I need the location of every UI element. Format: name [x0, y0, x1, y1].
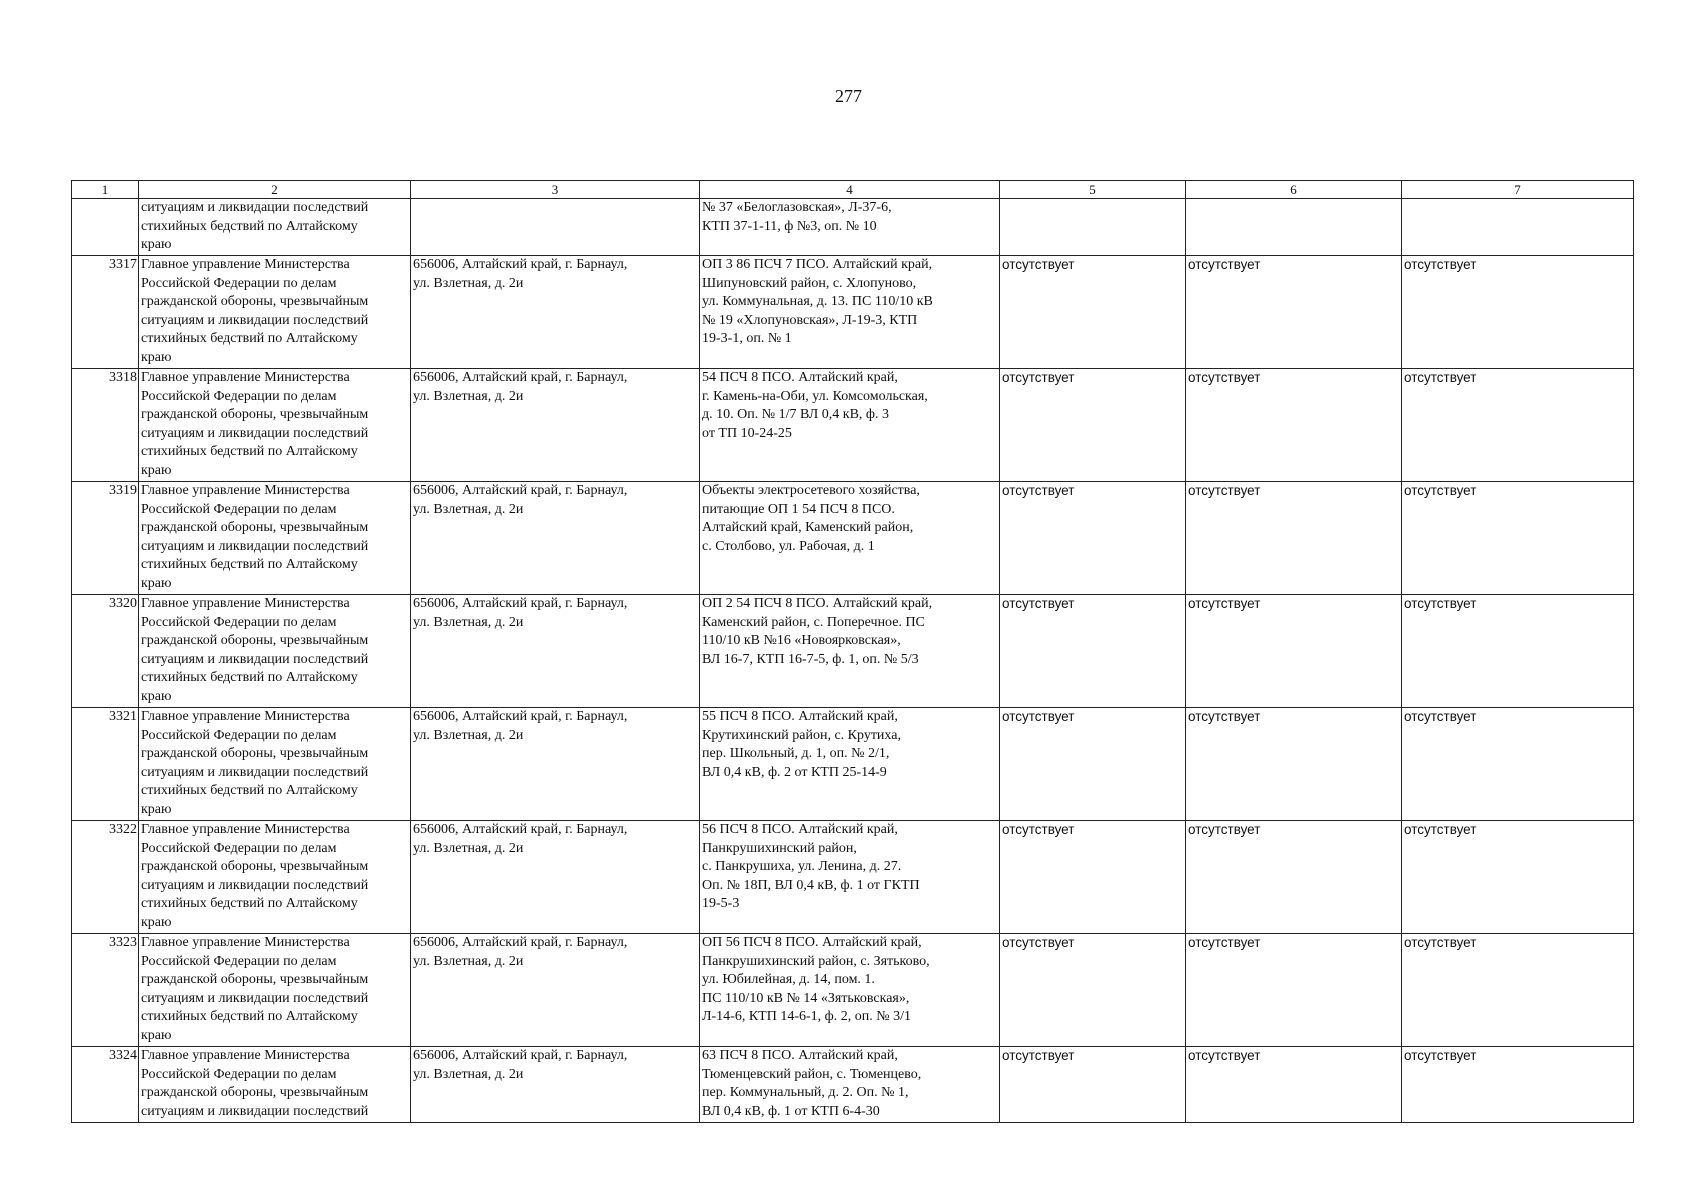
organization-line: краю: [141, 688, 172, 704]
organization-line: гражданской обороны, чрезвычайным: [141, 520, 369, 536]
row-number-cell: [72, 199, 139, 256]
object-line: КТП 37-1-11, ф №3, оп. № 10: [702, 218, 877, 234]
header-col-3: 3: [411, 181, 700, 199]
address-line: ул. Взлетная, д. 2и: [413, 275, 524, 291]
organization-line: Главное управление Министерства: [141, 709, 350, 724]
organization-line: краю: [141, 237, 172, 253]
address-cell: [411, 256, 700, 369]
organization-line: гражданской обороны, чрезвычайным: [141, 1085, 369, 1101]
object-line: Панкрушихинский район,: [702, 840, 857, 856]
table-row: [72, 199, 1634, 256]
address-cell: [411, 482, 700, 595]
object-line: с. Панкрушиха, ул. Ленина, д. 27.: [702, 859, 902, 875]
organization-line: Главное управление Министерства: [141, 1048, 350, 1063]
address-line: 656006, Алтайский край, г. Барнаул,: [413, 596, 628, 611]
object-line: ул. Юбилейная, д. 14, пом. 1.: [702, 972, 875, 988]
organization-line: Главное управление Министерства: [141, 822, 350, 837]
address-line: ул. Взлетная, д. 2и: [413, 388, 524, 404]
header-col-7: 7: [1402, 181, 1634, 199]
organization-cell: [139, 482, 411, 595]
address-line: ул. Взлетная, д. 2и: [413, 1066, 524, 1082]
organization-cell: [139, 708, 411, 821]
address-cell: [411, 821, 700, 934]
table-row: [72, 595, 1634, 708]
organization-line: гражданской обороны, чрезвычайным: [141, 633, 369, 649]
status-cell-col-6: [1186, 199, 1402, 256]
row-number-cell: 3322: [72, 821, 139, 934]
object-line: Л-14-6, КТП 14-6-1, ф. 2, оп. № 3/1: [702, 1009, 911, 1025]
header-col-4: 4: [700, 181, 1000, 199]
organization-line: Главное управление Министерства: [141, 483, 350, 498]
object-line: д. 10. Оп. № 1/7 ВЛ 0,4 кВ, ф. 3: [702, 407, 889, 423]
table-body: [72, 199, 1634, 1123]
status-cell-col-5: отсутствует: [1000, 256, 1186, 369]
status-cell-col-6: отсутствует: [1186, 1047, 1402, 1123]
organization-line: краю: [141, 462, 172, 478]
address-cell: [411, 199, 700, 256]
address-line: ул. Взлетная, д. 2и: [413, 501, 524, 517]
status-cell-col-7: отсутствует: [1402, 821, 1634, 934]
organization-line: ситуациям и ликвидации последствий: [141, 1103, 369, 1119]
organization-line: Российской Федерации по делам: [141, 840, 337, 856]
object-line: 54 ПСЧ 8 ПСО. Алтайский край,: [702, 370, 898, 385]
status-cell-col-5: отсутствует: [1000, 595, 1186, 708]
row-number-cell: 3323: [72, 934, 139, 1047]
object-line: ОП 2 54 ПСЧ 8 ПСО. Алтайский край,: [702, 596, 933, 611]
organization-line: Российской Федерации по делам: [141, 275, 337, 291]
address-line: 656006, Алтайский край, г. Барнаул,: [413, 822, 628, 837]
object-line: Оп. № 18П, ВЛ 0,4 кВ, ф. 1 от ГКТП: [702, 877, 920, 893]
organization-line: стихийных бедствий по Алтайскому: [141, 557, 358, 573]
status-cell-col-7: отсутствует: [1402, 256, 1634, 369]
status-cell-col-7: отсутствует: [1402, 934, 1634, 1047]
object-line: г. Камень-на-Оби, ул. Комсомольская,: [702, 388, 928, 404]
status-cell-col-5: [1000, 199, 1186, 256]
address-line: 656006, Алтайский край, г. Барнаул,: [413, 1048, 628, 1063]
address-cell: [411, 934, 700, 1047]
organization-line: краю: [141, 914, 172, 930]
object-line: от ТП 10-24-25: [702, 425, 792, 441]
status-cell-col-6: отсутствует: [1186, 595, 1402, 708]
object-line: питающие ОП 1 54 ПСЧ 8 ПСО.: [702, 501, 895, 517]
organization-cell: [139, 1047, 411, 1123]
row-number-cell: 3318: [72, 369, 139, 482]
organization-cell: [139, 595, 411, 708]
organization-line: Российской Федерации по делам: [141, 501, 337, 517]
object-line: ОП 3 86 ПСЧ 7 ПСО. Алтайский край,: [702, 257, 933, 272]
status-cell-col-5: отсутствует: [1000, 1047, 1186, 1123]
object-line: Крутихинский район, с. Крутиха,: [702, 727, 901, 743]
address-cell: [411, 595, 700, 708]
status-cell-col-6: отсутствует: [1186, 256, 1402, 369]
organization-cell: [139, 934, 411, 1047]
object-line: ВЛ 0,4 кВ, ф. 1 от КТП 6-4-30: [702, 1103, 880, 1119]
organization-line: Главное управление Министерства: [141, 257, 350, 272]
object-line: ВЛ 0,4 кВ, ф. 2 от КТП 25-14-9: [702, 764, 887, 780]
status-cell-col-6: отсутствует: [1186, 482, 1402, 595]
address-cell: [411, 708, 700, 821]
object-cell: [700, 1047, 1000, 1123]
address-line: 656006, Алтайский край, г. Барнаул,: [413, 935, 628, 950]
address-cell: [411, 1047, 700, 1123]
organization-line: краю: [141, 349, 172, 365]
status-cell-col-5: отсутствует: [1000, 369, 1186, 482]
organization-line: ситуациям и ликвидации последствий: [141, 651, 369, 667]
organization-line: Российской Федерации по делам: [141, 953, 337, 969]
organization-line: Главное управление Министерства: [141, 370, 350, 385]
header-col-6: 6: [1186, 181, 1402, 199]
organization-line: гражданской обороны, чрезвычайным: [141, 407, 369, 423]
status-cell-col-6: отсутствует: [1186, 934, 1402, 1047]
status-cell-col-5: отсутствует: [1000, 934, 1186, 1047]
organization-line: стихийных бедствий по Алтайскому: [141, 218, 358, 234]
address-line: 656006, Алтайский край, г. Барнаул,: [413, 709, 628, 724]
address-line: ул. Взлетная, д. 2и: [413, 614, 524, 630]
organization-line: стихийных бедствий по Алтайскому: [141, 331, 358, 347]
object-line: 19-3-1, оп. № 1: [702, 331, 792, 347]
registry-table: [71, 180, 1634, 1123]
organization-line: стихийных бедствий по Алтайскому: [141, 1009, 358, 1025]
header-row: [72, 181, 1634, 199]
status-cell-col-7: отсутствует: [1402, 708, 1634, 821]
address-line: 656006, Алтайский край, г. Барнаул,: [413, 370, 628, 385]
status-cell-col-7: отсутствует: [1402, 595, 1634, 708]
organization-line: стихийных бедствий по Алтайскому: [141, 670, 358, 686]
organization-line: ситуациям и ликвидации последствий: [141, 990, 369, 1006]
organization-line: ситуациям и ликвидации последствий: [141, 425, 369, 441]
page-number: 277: [835, 86, 862, 106]
status-cell-col-6: отсутствует: [1186, 708, 1402, 821]
organization-line: краю: [141, 1027, 172, 1043]
object-line: ПС 110/10 кВ № 14 «Зятьковская»,: [702, 990, 910, 1006]
table-row: [72, 256, 1634, 369]
object-line: 19-5-3: [702, 896, 740, 912]
organization-line: Российской Федерации по делам: [141, 727, 337, 743]
organization-line: стихийных бедствий по Алтайскому: [141, 444, 358, 460]
organization-line: гражданской обороны, чрезвычайным: [141, 972, 369, 988]
address-line: ул. Взлетная, д. 2и: [413, 727, 524, 743]
table-row: [72, 1047, 1634, 1123]
object-line: ВЛ 16-7, КТП 16-7-5, ф. 1, оп. № 5/3: [702, 651, 919, 667]
object-cell: [700, 199, 1000, 256]
object-line: Панкрушихинский район, с. Зятьково,: [702, 953, 930, 969]
organization-line: гражданской обороны, чрезвычайным: [141, 859, 369, 875]
organization-line: Главное управление Министерства: [141, 935, 350, 950]
table-row: [72, 369, 1634, 482]
organization-line: Главное управление Министерства: [141, 596, 350, 611]
organization-line: ситуациям и ликвидации последствий: [141, 312, 369, 328]
row-number-cell: 3324: [72, 1047, 139, 1123]
header-col-1: 1: [72, 181, 139, 199]
row-number-cell: 3321: [72, 708, 139, 821]
address-line: ул. Взлетная, д. 2и: [413, 840, 524, 856]
address-cell: [411, 369, 700, 482]
organization-line: гражданской обороны, чрезвычайным: [141, 746, 369, 762]
status-cell-col-5: отсутствует: [1000, 708, 1186, 821]
organization-line: гражданской обороны, чрезвычайным: [141, 294, 369, 310]
object-cell: [700, 708, 1000, 821]
address-line: ул. Взлетная, д. 2и: [413, 953, 524, 969]
object-line: Тюменцевский район, с. Тюменцево,: [702, 1066, 922, 1082]
row-number-cell: 3320: [72, 595, 139, 708]
object-line: 56 ПСЧ 8 ПСО. Алтайский край,: [702, 822, 898, 837]
header-col-5: 5: [1000, 181, 1186, 199]
organization-cell: [139, 199, 411, 256]
status-cell-col-6: отсутствует: [1186, 821, 1402, 934]
status-cell-col-7: отсутствует: [1402, 369, 1634, 482]
object-line: ОП 56 ПСЧ 8 ПСО. Алтайский край,: [702, 935, 922, 950]
organization-line: Российской Федерации по делам: [141, 388, 337, 404]
organization-cell: [139, 256, 411, 369]
organization-cell: [139, 369, 411, 482]
object-cell: [700, 256, 1000, 369]
organization-line: Российской Федерации по делам: [141, 614, 337, 630]
object-cell: [700, 482, 1000, 595]
address-line: 656006, Алтайский край, г. Барнаул,: [413, 257, 628, 272]
status-cell-col-7: отсутствует: [1402, 482, 1634, 595]
object-line: Шипуновский район, с. Хлопуново,: [702, 275, 917, 291]
object-line: ул. Коммунальная, д. 13. ПС 110/10 кВ: [702, 294, 933, 310]
object-line: Объекты электросетевого хозяйства,: [702, 483, 920, 498]
table-header: [72, 181, 1634, 199]
object-line: 63 ПСЧ 8 ПСО. Алтайский край,: [702, 1048, 898, 1063]
organization-cell: [139, 821, 411, 934]
row-number-cell: 3317: [72, 256, 139, 369]
object-cell: [700, 934, 1000, 1047]
header-col-2: 2: [139, 181, 411, 199]
organization-line: ситуациям и ликвидации последствий: [141, 200, 369, 215]
organization-line: стихийных бедствий по Алтайскому: [141, 896, 358, 912]
organization-line: краю: [141, 575, 172, 591]
organization-line: краю: [141, 801, 172, 817]
object-line: № 37 «Белоглазовская», Л-37-6,: [702, 200, 892, 215]
status-cell-col-7: отсутствует: [1402, 1047, 1634, 1123]
status-cell-col-6: отсутствует: [1186, 369, 1402, 482]
object-line: пер. Коммунальный, д. 2. Оп. № 1,: [702, 1085, 909, 1101]
object-line: 55 ПСЧ 8 ПСО. Алтайский край,: [702, 709, 898, 724]
object-line: Каменский район, с. Поперечное. ПС: [702, 614, 925, 630]
organization-line: стихийных бедствий по Алтайскому: [141, 783, 358, 799]
object-line: пер. Школьный, д. 1, оп. № 2/1,: [702, 746, 890, 762]
status-cell-col-5: отсутствует: [1000, 821, 1186, 934]
status-cell-col-5: отсутствует: [1000, 482, 1186, 595]
object-cell: [700, 821, 1000, 934]
table-row: [72, 708, 1634, 821]
object-cell: [700, 369, 1000, 482]
object-line: Алтайский край, Каменский район,: [702, 520, 914, 536]
object-cell: [700, 595, 1000, 708]
object-line: № 19 «Хлопуновская», Л-19-3, КТП: [702, 312, 918, 328]
organization-line: ситуациям и ликвидации последствий: [141, 538, 369, 554]
organization-line: ситуациям и ликвидации последствий: [141, 877, 369, 893]
organization-line: Российской Федерации по делам: [141, 1066, 337, 1082]
table-row: [72, 934, 1634, 1047]
organization-line: ситуациям и ликвидации последствий: [141, 764, 369, 780]
object-line: с. Столбово, ул. Рабочая, д. 1: [702, 538, 875, 554]
row-number-cell: 3319: [72, 482, 139, 595]
table-row: [72, 821, 1634, 934]
object-line: 110/10 кВ №16 «Новоярковская»,: [702, 633, 901, 649]
address-line: 656006, Алтайский край, г. Барнаул,: [413, 483, 628, 498]
status-cell-col-7: [1402, 199, 1634, 256]
table-row: [72, 482, 1634, 595]
